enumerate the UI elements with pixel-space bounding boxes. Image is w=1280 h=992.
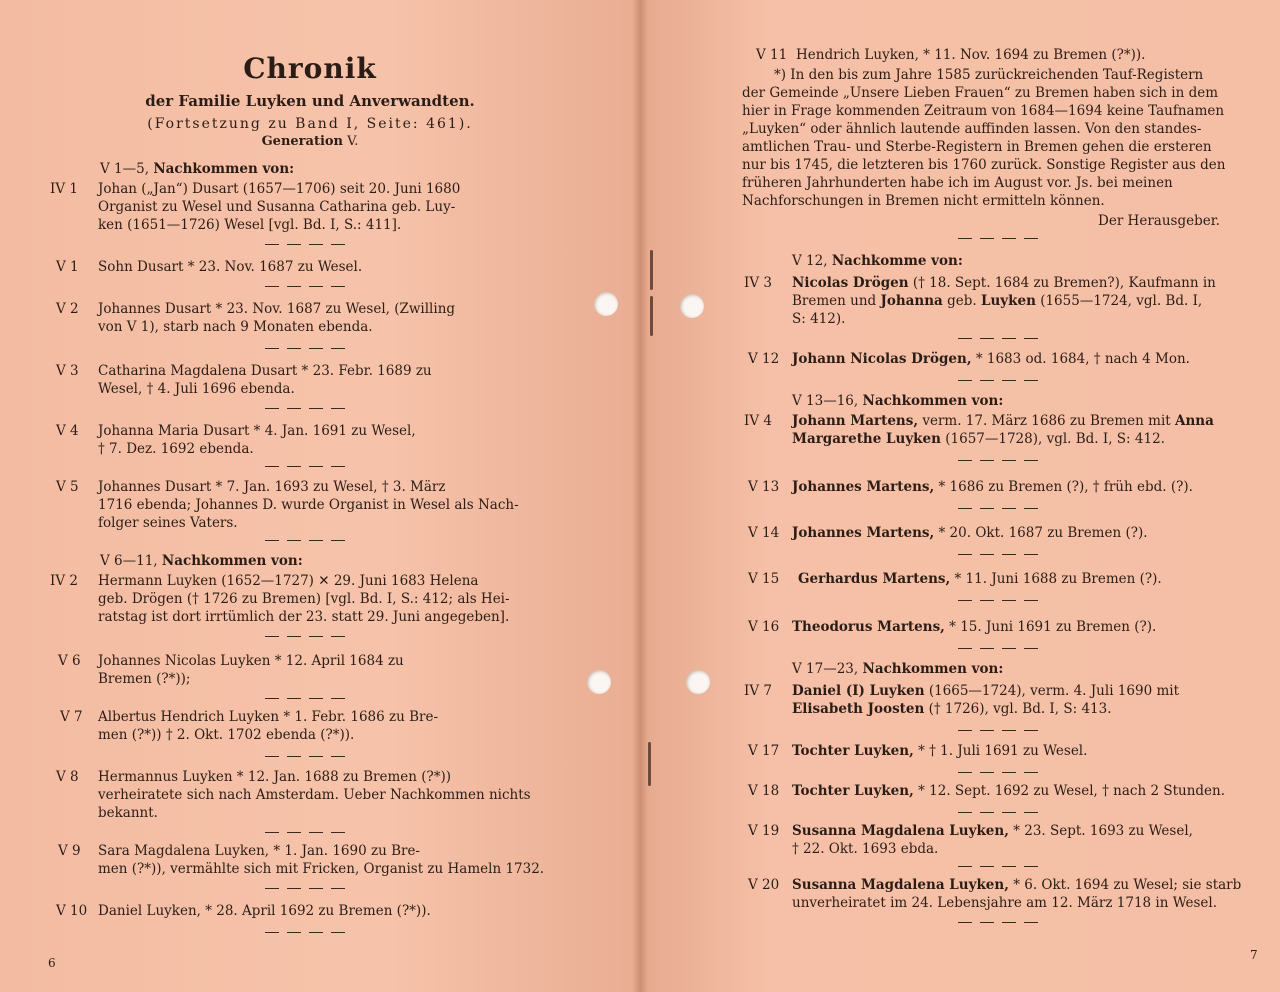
entry-text: Daniel (I) Luyken (1665—1724), verm. 4. Juli 1690 mit <box>792 683 1179 699</box>
entry-text: Tochter Luyken, * 12. Sept. 1692 zu Wesel, † nach 2 Stunden. <box>792 783 1226 799</box>
right-page <box>640 0 1280 992</box>
footnote-line: „Luyken“ oder ähnlich lautende auffinden lassen. Von den standes- <box>742 121 1202 137</box>
binding-hole <box>686 670 710 694</box>
separator <box>958 238 1042 239</box>
entry-text: Johannes Martens, * 1686 zu Bremen (?), † früh ebd. (?). <box>792 479 1193 495</box>
separator <box>958 866 1042 867</box>
entry-text: Organist zu Wesel und Susanna Catharina geb. Luy- <box>98 199 456 215</box>
entry-text: Johannes Dusart * 7. Jan. 1693 zu Wesel, † 3. März <box>98 479 446 495</box>
entry-number: V 7 <box>60 709 83 725</box>
entry-number: V 10 <box>56 903 88 919</box>
entry-text: Sara Magdalena Luyken, * 1. Jan. 1690 zu Bre- <box>98 843 420 859</box>
separator <box>958 922 1042 923</box>
entry-number: V 20 <box>748 877 780 893</box>
entry-text: Bremen und Johanna geb. Luyken (1655—1724, vgl. Bd. I, <box>792 293 1203 309</box>
footnote-line: hier in Frage kommenden Zeitraum von 1684—1694 keine Taufnamen <box>742 103 1225 119</box>
entry-text: Theodorus Martens, * 15. Juni 1691 zu Bremen (?). <box>792 619 1157 635</box>
entry-text: Susanna Magdalena Luyken, * 23. Sept. 1693 zu Wesel, <box>792 823 1193 839</box>
group-heading: V 6—11, Nachkommen von: <box>100 553 303 569</box>
separator <box>265 408 349 409</box>
footnote-line: amtlichen Trau- und Sterbe-Registern in Bremen gehen die ersteren <box>742 139 1212 155</box>
separator <box>265 244 349 245</box>
entry-text: † 22. Okt. 1693 ebda. <box>792 841 939 857</box>
entry-number: V 14 <box>748 525 780 541</box>
separator <box>265 466 349 467</box>
binding-hole <box>680 294 704 318</box>
footnote-line: nur bis 1745, die letzteren bis 1760 zurück. Sonstige Register aus den <box>742 157 1226 173</box>
separator <box>265 932 349 933</box>
entry-text: Johann Martens, verm. 17. März 1686 zu Bremen mit Anna <box>792 413 1214 429</box>
binding-staple <box>650 250 653 290</box>
entry-number: V 1 <box>56 259 79 275</box>
entry-number: V 18 <box>748 783 780 799</box>
separator <box>958 600 1042 601</box>
entry-text: Sohn Dusart * 23. Nov. 1687 zu Wesel. <box>98 259 363 275</box>
entry-text: Johanna Maria Dusart * 4. Jan. 1691 zu Wesel, <box>98 423 416 439</box>
binding-staple <box>650 296 653 336</box>
entry-text: S: 412). <box>792 311 846 327</box>
entry-number: V 16 <box>748 619 780 635</box>
entry-text: 1716 ebenda; Johannes D. wurde Organist in Wesel als Nach- <box>98 497 519 513</box>
entry-text: verheiratete sich nach Amsterdam. Ueber Nachkommen nichts <box>98 787 531 803</box>
separator <box>265 832 349 833</box>
page-number: 6 <box>48 956 56 970</box>
entry-number: V 12 <box>748 351 780 367</box>
entry-number: V 3 <box>56 363 79 379</box>
generation-heading: Generation V. <box>261 134 359 149</box>
entry-text: Hermann Luyken (1652—1727) ✕ 29. Juni 1683 Helena <box>98 573 479 589</box>
separator <box>958 338 1042 339</box>
footnote-line: Nachforschungen in Bremen nicht ermitteln können. <box>742 193 1105 209</box>
entry-text: Johannes Martens, * 20. Okt. 1687 zu Bremen (?). <box>792 525 1148 541</box>
separator <box>265 756 349 757</box>
entry-number: V 8 <box>56 769 79 785</box>
continuation-note: (Fortsetzung zu Band I, Seite: 461). <box>147 116 473 132</box>
entry-text: men (?*)), vermählte sich mit Fricken, Organist zu Hameln 1732. <box>98 861 545 877</box>
binding-staple <box>648 742 651 786</box>
separator <box>958 554 1042 555</box>
entry-number: IV 3 <box>744 275 772 291</box>
entry-text: Wesel, † 4. Juli 1696 ebenda. <box>98 381 295 397</box>
footnote-line: *) In den bis zum Jahre 1585 zurückreichenden Tauf-Registern <box>774 67 1204 83</box>
binding-hole <box>594 292 618 316</box>
entry-number: V 11 <box>756 47 788 63</box>
entry-text: von V 1), starb nach 9 Monaten ebenda. <box>98 319 373 335</box>
separator <box>958 460 1042 461</box>
group-heading: V 13—16, Nachkommen von: <box>792 393 1004 409</box>
entry-number: V 4 <box>56 423 79 439</box>
separator <box>958 508 1042 509</box>
separator <box>265 286 349 287</box>
chronicle-subtitle: der Familie Luyken und Anverwandten. <box>145 92 475 110</box>
page-number: 7 <box>1250 948 1258 962</box>
entry-number: IV 2 <box>50 573 78 589</box>
entry-text: unverheiratet im 24. Lebensjahre am 12. März 1718 in Wesel. <box>792 895 1218 911</box>
entry-number: V 5 <box>56 479 79 495</box>
entry-text: bekannt. <box>98 805 158 821</box>
separator <box>958 648 1042 649</box>
separator <box>265 540 349 541</box>
entry-text: Susanna Magdalena Luyken, * 6. Okt. 1694 zu Wesel; sie starb <box>792 877 1242 893</box>
entry-text: ken (1651—1726) Wesel [vgl. Bd. I, S.: 411]. <box>98 217 402 233</box>
entry-number: IV 1 <box>50 181 78 197</box>
separator <box>265 636 349 637</box>
binding-hole <box>587 670 611 694</box>
entry-text: Margarethe Luyken (1657—1728), vgl. Bd. I, S: 412. <box>792 431 1165 447</box>
entry-number: V 15 <box>748 571 780 587</box>
separator <box>958 772 1042 773</box>
entry-text: Nicolas Drögen († 18. Sept. 1684 zu Bremen?), Kaufmann in <box>792 275 1216 291</box>
group-heading: V 12, Nachkomme von: <box>792 253 963 269</box>
separator <box>265 698 349 699</box>
entry-number: V 13 <box>748 479 780 495</box>
footnote-signature: Der Herausgeber. <box>1098 213 1220 229</box>
separator <box>958 812 1042 813</box>
entry-text: Daniel Luyken, * 28. April 1692 zu Bremen (?*)). <box>98 903 431 919</box>
separator <box>958 380 1042 381</box>
entry-text: Hermannus Luyken * 12. Jan. 1688 zu Bremen (?*)) <box>98 769 452 785</box>
chronicle-title: Chronik <box>243 52 377 85</box>
entry-text: men (?*)) † 2. Okt. 1702 ebenda (?*)). <box>98 727 355 743</box>
separator <box>265 888 349 889</box>
entry-text: folger seines Vaters. <box>98 515 238 531</box>
entry-text: Johannes Nicolas Luyken * 12. April 1684 zu <box>98 653 404 669</box>
entry-number: V 9 <box>58 843 81 859</box>
book-gutter <box>632 0 648 992</box>
entry-text: geb. Drögen († 1726 zu Bremen) [vgl. Bd. I, S.: 412; als Hei- <box>98 591 510 607</box>
entry-text: Tochter Luyken, * † 1. Juli 1691 zu Wesel. <box>792 743 1088 759</box>
entry-text: Catharina Magdalena Dusart * 23. Febr. 1689 zu <box>98 363 432 379</box>
entry-text: Johannes Dusart * 23. Nov. 1687 zu Wesel, (Zwilling <box>98 301 456 317</box>
entry-number: IV 4 <box>744 413 772 429</box>
entry-text: Elisabeth Joosten († 1726), vgl. Bd. I, S: 413. <box>792 701 1112 717</box>
entry-number: V 19 <box>748 823 780 839</box>
entry-text: Johan („Jan“) Dusart (1657—1706) seit 20. Juni 1680 <box>98 181 461 197</box>
entry-text: ratstag ist dort irrtümlich der 23. statt 29. Juni angegeben]. <box>98 609 510 625</box>
entry-text: Hendrich Luyken, * 11. Nov. 1694 zu Bremen (?*)). <box>796 47 1146 63</box>
footnote-line: der Gemeinde „Unsere Lieben Frauen“ zu Bremen haben sich in dem <box>742 85 1219 101</box>
entry-text: Johann Nicolas Drögen, * 1683 od. 1684, † nach 4 Mon. <box>792 351 1190 367</box>
entry-number: V 6 <box>58 653 81 669</box>
entry-text: Gerhardus Martens, * 11. Juni 1688 zu Bremen (?). <box>798 571 1162 587</box>
group-heading: V 1—5, Nachkommen von: <box>100 161 295 177</box>
entry-number: V 17 <box>748 743 780 759</box>
entry-text: Albertus Hendrich Luyken * 1. Febr. 1686 zu Bre- <box>98 709 439 725</box>
entry-text: † 7. Dez. 1692 ebenda. <box>98 441 254 457</box>
entry-number: V 2 <box>56 301 79 317</box>
separator <box>958 730 1042 731</box>
footnote-line: früheren Jahrhunderten habe ich im August vor. Js. bei meinen <box>742 175 1173 191</box>
entry-text: Bremen (?*)); <box>98 671 191 687</box>
group-heading: V 17—23, Nachkommen von: <box>792 661 1004 677</box>
entry-number: IV 7 <box>744 683 772 699</box>
separator <box>265 348 349 349</box>
